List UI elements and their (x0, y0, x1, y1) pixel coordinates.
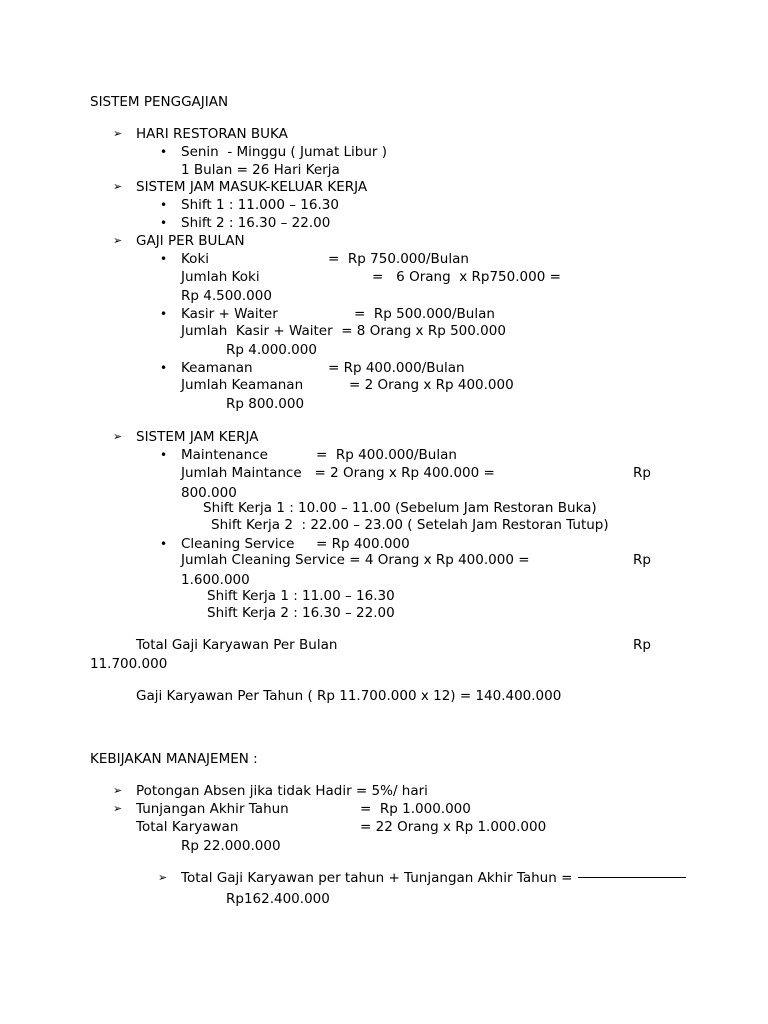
arrow-bullet-icon: ➢ (113, 234, 123, 247)
bullet-icon: • (160, 307, 168, 321)
section-heading-gaji: GAJI PER BULAN (136, 233, 245, 249)
section-heading-hari: HARI RESTORAN BUKA (136, 126, 288, 142)
koki-label: Koki (181, 251, 210, 267)
monthly-total-rp: Rp (633, 637, 651, 653)
yearly-total: Gaji Karyawan Per Tahun ( Rp 11.700.000 x 12) = 140.400.000 (136, 688, 562, 704)
kasir-value: = Rp 500.000/Bulan (354, 306, 495, 322)
cleaning-result: 1.600.000 (181, 572, 250, 588)
keamanan-value: = Rp 400.000/Bulan (328, 360, 465, 376)
bullet-icon: • (160, 216, 168, 230)
arrow-bullet-icon: ➢ (113, 430, 123, 443)
list-item: Senin - Minggu ( Jumat Libur ) (181, 144, 388, 160)
total-karyawan-value: = 22 Orang x Rp 1.000.000 (360, 819, 547, 835)
maintenance-result: 800.000 (181, 485, 237, 501)
section-heading-kebijakan: KEBIJAKAN MANAJEMEN : (90, 751, 258, 767)
keamanan-total-value: = 2 Orang x Rp 400.000 (349, 377, 514, 393)
keamanan-label: Keamanan (181, 360, 253, 376)
maintenance-value: = Rp 400.000/Bulan (316, 447, 457, 463)
koki-value: = Rp 750.000/Bulan (328, 251, 469, 267)
cleaning-rp: Rp (633, 552, 651, 568)
arrow-bullet-icon: ➢ (113, 127, 123, 140)
grand-total-label: Total Gaji Karyawan per tahun + Tunjangan Akhir Tahun = (181, 870, 573, 886)
list-item: Shift 2 : 16.30 – 22.00 (181, 215, 331, 231)
list-item-note: 1 Bulan = 26 Hari Kerja (181, 162, 340, 178)
maintenance-rp: Rp (633, 465, 651, 481)
arrow-bullet-icon: ➢ (158, 871, 168, 884)
underline-rule (578, 877, 686, 878)
bullet-icon: • (160, 537, 168, 551)
total-karyawan-result: Rp 22.000.000 (181, 838, 281, 854)
arrow-bullet-icon: ➢ (113, 802, 123, 815)
bullet-icon: • (160, 361, 168, 375)
bullet-icon: • (160, 145, 168, 159)
document-title: SISTEM PENGGAJIAN (90, 94, 229, 110)
monthly-total-value: 11.700.000 (90, 656, 168, 672)
koki-total-result: Rp 4.500.000 (181, 288, 272, 304)
kasir-total-result: Rp 4.000.000 (226, 342, 317, 358)
kasir-total: Jumlah Kasir + Waiter = 8 Orang x Rp 500.000 (181, 323, 506, 339)
bullet-icon: • (160, 198, 168, 212)
arrow-bullet-icon: ➢ (113, 784, 123, 797)
keamanan-total-result: Rp 800.000 (226, 396, 305, 412)
maintenance-total: Jumlah Maintance = 2 Orang x Rp 400.000 = (181, 465, 495, 481)
potongan-absen: Potongan Absen jika tidak Hadir = 5%/ hari (136, 783, 428, 799)
maintenance-shift-2: Shift Kerja 2 : 22.00 – 23.00 ( Setelah Jam Restoran Tutup) (211, 517, 609, 533)
keamanan-total-label: Jumlah Keamanan (181, 377, 304, 393)
arrow-bullet-icon: ➢ (113, 180, 123, 193)
maintenance-shift-1: Shift Kerja 1 : 10.00 – 11.00 (Sebelum Jam Restoran Buka) (203, 500, 597, 516)
section-heading-jam-kerja: SISTEM JAM KERJA (136, 429, 259, 445)
cleaning-shift-2: Shift Kerja 2 : 16.30 – 22.00 (207, 605, 395, 621)
cleaning-label: Cleaning Service (181, 536, 295, 552)
maintenance-label: Maintenance (181, 447, 268, 463)
kasir-label: Kasir + Waiter (181, 306, 278, 322)
koki-total-value: = 6 Orang x Rp750.000 = (372, 269, 561, 285)
bullet-icon: • (160, 448, 168, 462)
tunjangan-value: = Rp 1.000.000 (360, 801, 471, 817)
list-item: Shift 1 : 11.000 – 16.30 (181, 197, 339, 213)
bullet-icon: • (160, 252, 168, 266)
koki-total-label: Jumlah Koki (181, 269, 260, 285)
cleaning-value: = Rp 400.000 (316, 536, 410, 552)
tunjangan-label: Tunjangan Akhir Tahun (136, 801, 289, 817)
section-heading-jam: SISTEM JAM MASUK-KELUAR KERJA (136, 179, 368, 195)
cleaning-total: Jumlah Cleaning Service = 4 Orang x Rp 400.000 = (181, 552, 530, 568)
total-karyawan-label: Total Karyawan (136, 819, 239, 835)
grand-total-value: Rp162.400.000 (226, 891, 330, 907)
cleaning-shift-1: Shift Kerja 1 : 11.00 – 16.30 (207, 588, 395, 604)
monthly-total-label: Total Gaji Karyawan Per Bulan (136, 637, 338, 653)
